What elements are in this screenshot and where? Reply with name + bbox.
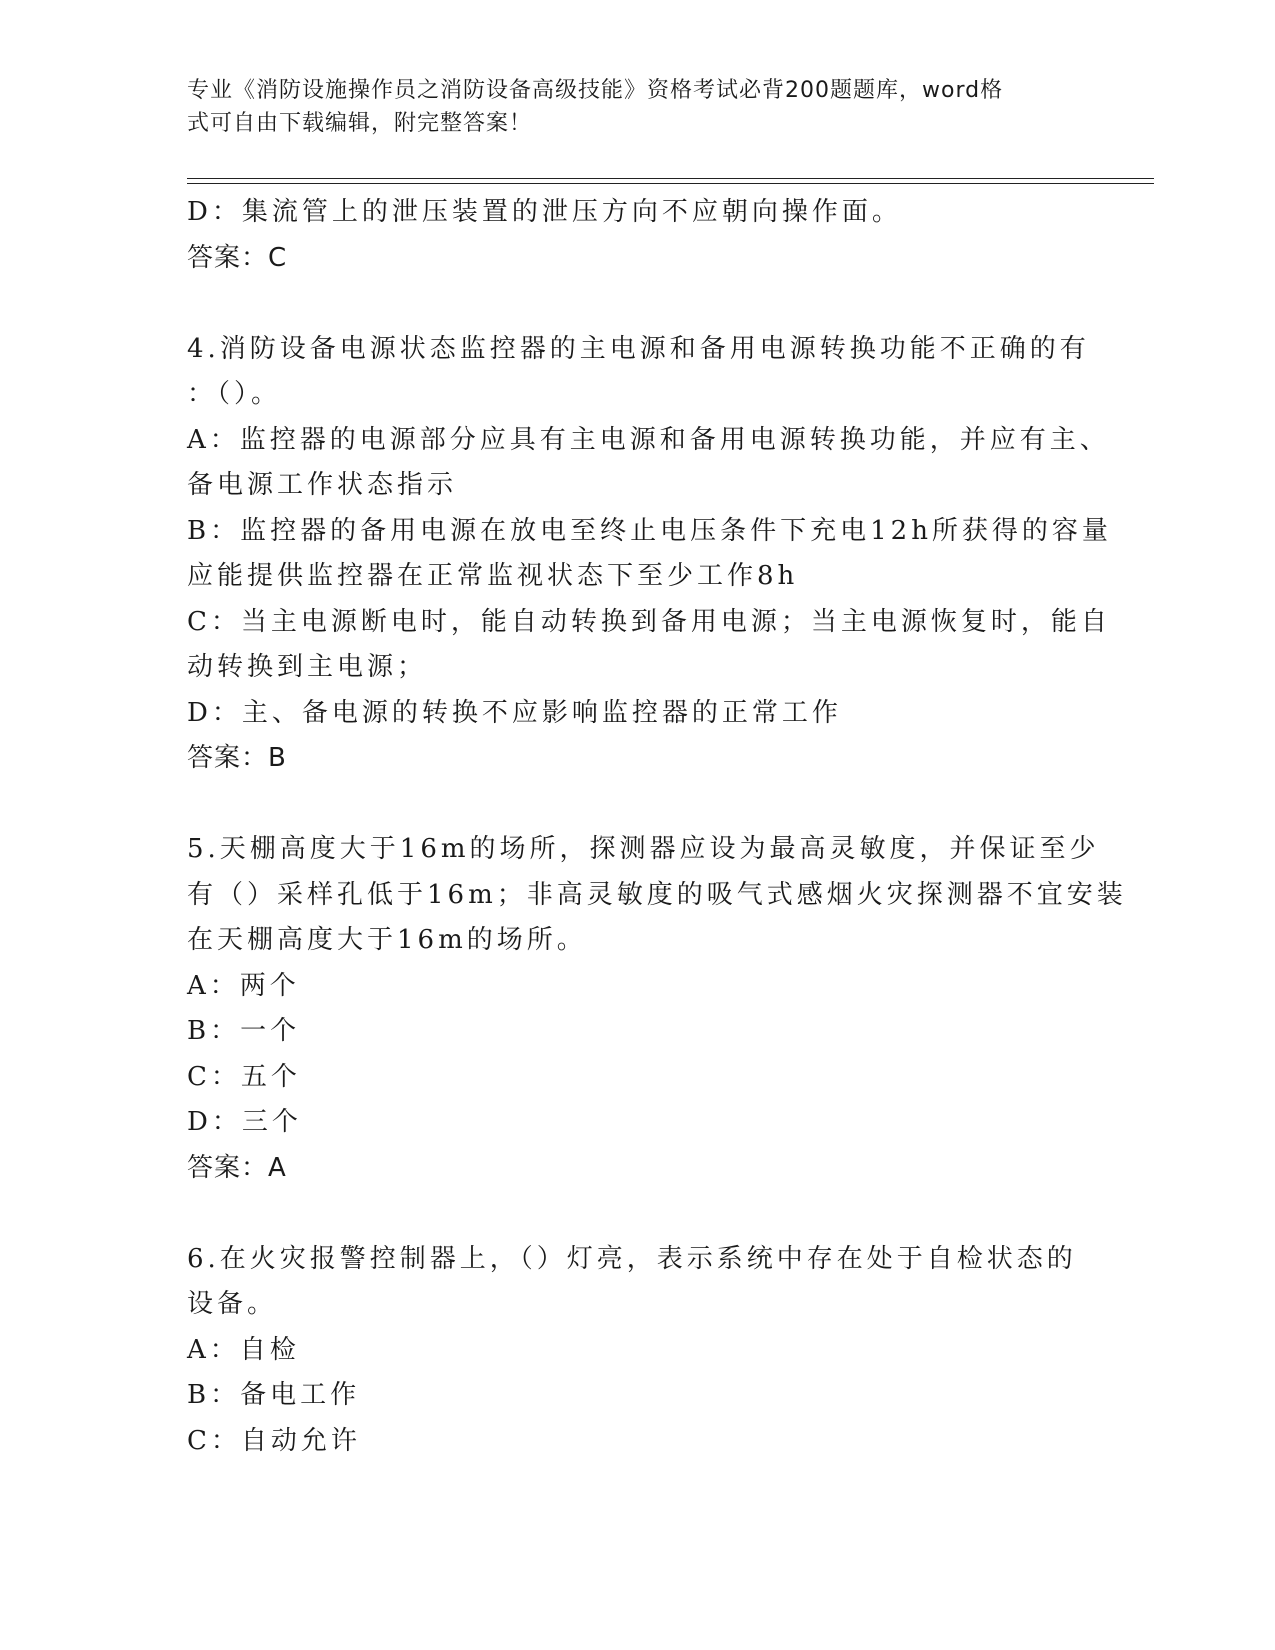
header-line-1: 专业《消防设施操作员之消防设备高级技能》资格考试必背200题题库，word格 [187,78,1004,103]
header-line-2: 式可自由下载编辑，附完整答案！ [187,111,533,136]
document-header [187,74,1087,140]
q4-option-a-line-1: A：监控器的电源部分应具有主电源和备用电源转换功能，并应有主、 [187,424,1110,455]
q4-stem-line-2: ：（）。 [187,379,282,409]
q6-option-a: A：自检 [187,1334,300,1365]
q6-stem-line-2: 设备。 [187,1289,278,1319]
question-5 [187,827,1127,1191]
question-3-tail [187,190,1092,281]
q3-answer: 答案：C [187,242,288,273]
q5-option-a: A：两个 [187,970,300,1001]
q5-stem-line-3: 在天棚高度大于16m的场所。 [187,925,587,955]
q4-stem-line-1: 4.消防设备电源状态监控器的主电源和备用电源转换功能不正确的有 [187,333,1090,364]
question-content [187,190,1127,1464]
q5-stem-line-1: 5.天棚高度大于16m的场所，探测器应设为最高灵敏度，并保证至少 [187,834,1100,864]
q5-option-d: D：三个 [187,1107,302,1137]
q6-option-c: C：自动允许 [187,1425,361,1456]
header-divider-top [187,178,1154,179]
question-spacer [187,281,1092,327]
q3-option-d: D：集流管上的泄压装置的泄压方向不应朝向操作面。 [187,197,902,227]
q5-answer: 答案：A [187,1152,287,1183]
q6-option-b: B：备电工作 [187,1380,361,1410]
q4-option-d: D：主、备电源的转换不应影响监控器的正常工作 [187,697,842,728]
q4-answer: 答案：B [187,743,287,773]
q4-option-c-line-2: 动转换到主电源； [187,652,428,682]
question-6 [187,1237,1092,1465]
q4-option-a-line-2: 备电源工作状态指示 [187,470,458,500]
question-spacer [187,1191,1092,1237]
question-spacer [187,782,1092,828]
q5-option-b: B：一个 [187,1016,301,1046]
q5-option-c: C：五个 [187,1061,301,1092]
q4-option-c-line-1: C：当主电源断电时，能自动转换到备用电源；当主电源恢复时，能自 [187,606,1111,637]
q5-stem-line-2: 有（）采样孔低于16m；非高灵敏度的吸气式感烟火灾探测器不宜安装 [187,879,1127,910]
question-4 [187,327,1112,782]
q4-option-b-line-2: 应能提供监控器在正常监视状态下至少工作8h [187,561,799,591]
q6-stem-line-1: 6.在火灾报警控制器上，（）灯亮，表示系统中存在处于自检状态的 [187,1243,1077,1274]
header-divider-bottom [187,183,1154,184]
q4-option-b-line-1: B：监控器的备用电源在放电至终止电压条件下充电12h所获得的容量 [187,515,1112,546]
